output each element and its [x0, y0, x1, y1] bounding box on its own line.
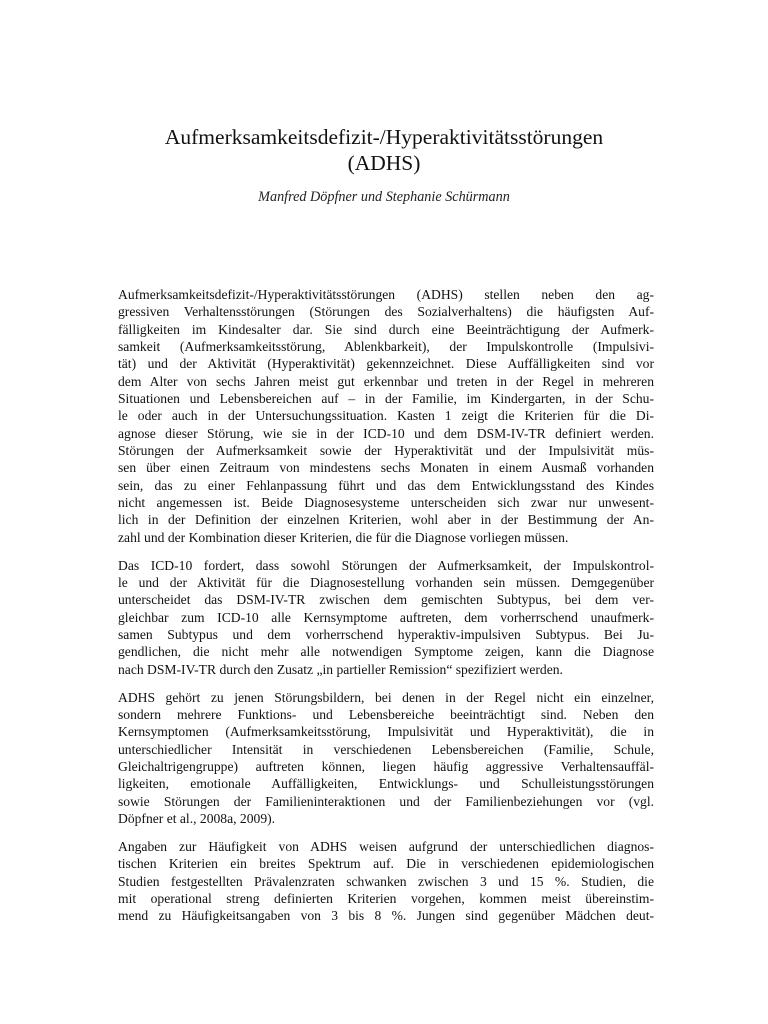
text-line: sen über einen Zeitraum von mindestens sechs Monaten in einem Ausmaß vorhanden [118, 460, 654, 476]
text-line: zahl und der Kombination dieser Kriterien, die für die Diagnose vorliegen müssen. [118, 529, 569, 545]
text-line: ligkeiten, emotionale Auffälligkeiten, Entwicklungs- und Schulleistungsstörungen [118, 776, 654, 792]
text-line: nicht angemessen ist. Beide Diagnosesysteme unterscheiden sich zwar nur unwesent- [118, 495, 654, 511]
text-line: mit operational streng definierten Kriterien vorgehen, kommen meist übereinstim- [118, 891, 654, 907]
document-body [118, 286, 654, 935]
text-line: nach DSM-IV-TR durch den Zusatz „in partieller Remission“ spezifiziert werden. [118, 661, 563, 677]
text-line: Kernsymptomen (Aufmerksamkeitsstörung, Impulsivität und Hyperaktivität), die in [118, 724, 654, 740]
body-paragraph [118, 838, 654, 925]
text-line: sondern mehrere Funktions- und Lebensbereiche beeinträchtigt sind. Neben den [118, 707, 654, 723]
text-line: Angaben zur Häufigkeit von ADHS weisen aufgrund der unterschiedlichen diagnos- [118, 839, 654, 855]
text-line: dem Alter von sechs Jahren meist gut erkennbar und treten in der Regel in mehreren [118, 373, 654, 389]
text-line: ADHS gehört zu jenen Störungsbildern, bei denen in der Regel nicht ein einzelner, [118, 689, 654, 705]
text-line: Döpfner et al., 2008a, 2009). [118, 811, 276, 827]
text-line: Aufmerksamkeitsdefizit-/Hyperaktivitätsstörungen (ADHS) stellen neben den ag- [118, 287, 654, 302]
title-line-2: (ADHS) [347, 151, 421, 175]
text-line: fälligkeiten im Kindesalter dar. Sie sind durch eine Beeinträchtigung der Aufmerk- [118, 321, 654, 337]
text-line: le oder auch in der Untersuchungssituation. Kasten 1 zeigt die Kriterien für die Di- [118, 408, 654, 424]
text-line: lich in der Definition der einzelnen Kriterien, wohl aber in der Bestimmung der An- [118, 512, 654, 528]
document-authors: Manfred Döpfner und Stephanie Schürmann [258, 189, 510, 205]
text-line: samkeit (Aufmerksamkeitsstörung, Ablenkbarkeit), der Impulskontrolle (Impulsivi- [118, 339, 654, 355]
text-line: sowie Störungen der Familieninteraktionen und der Familienbeziehungen vor (vgl. [118, 793, 654, 809]
text-line: gendlichen, die nicht mehr alle notwendigen Symptome zeigen, kann die Diagnose [118, 644, 654, 660]
text-line: tät) und der Aktivität (Hyperaktivität) gekennzeichnet. Diese Auffälligkeiten sind vor [118, 356, 654, 372]
title-line-1: Aufmerksamkeitsdefizit-/Hyperaktivitätsstörungen [164, 125, 604, 149]
text-line: sein, das zu einer Fehlanpassung führt und das dem Entwicklungsstand des Kindes [118, 477, 654, 493]
body-paragraph [118, 286, 654, 546]
text-line: unterschiedlicher Intensität in verschiedenen Lebensbereichen (Familie, Schule, [118, 741, 654, 757]
text-line: Störungen der Aufmerksamkeit sowie der Hyperaktivität und der Impulsivität müs- [118, 443, 654, 459]
document-title [100, 124, 668, 176]
body-paragraph [118, 557, 654, 678]
text-line: le und der Aktivität für die Diagnosestellung vorhanden sein müssen. Demgegenüber [118, 575, 654, 591]
text-line: gressiven Verhaltensstörungen (Störungen des Sozialverhaltens) die häufigsten Auf- [118, 304, 654, 320]
text-line: Gleichaltrigengruppe) auftreten können, liegen häufig aggressive Verhaltensauffäl- [118, 759, 654, 775]
text-line: samen Subtypus und dem vorherrschend hyperaktiv-impulsiven Subtypus. Bei Ju- [118, 627, 654, 643]
text-line: mend zu Häufigkeitsangaben von 3 bis 8 %. Jungen sind gegenüber Mädchen deut- [118, 908, 654, 924]
text-line: agnose dieser Störung, wie sie in der ICD-10 und dem DSM-IV-TR definiert werden. [118, 425, 654, 441]
text-line: Studien festgestellten Prävalenzraten schwanken zwischen 3 und 15 %. Studien, die [118, 873, 654, 889]
text-line: unterscheidet das DSM-IV-TR zwischen dem gemischten Subtypus, bei dem ver- [118, 592, 654, 608]
text-line: Situationen und Lebensbereichen auf – in der Familie, im Kindergarten, in der Schu- [118, 391, 654, 407]
text-line: gleichbar zum ICD-10 alle Kernsymptome auftreten, dem vorherrschend unaufmerk- [118, 609, 654, 625]
body-paragraph [118, 689, 654, 828]
text-line: Das ICD-10 fordert, dass sowohl Störungen der Aufmerksamkeit, der Impulskontrol- [118, 557, 654, 573]
text-line: tischen Kriterien ein breites Spektrum auf. Die in verschiedenen epidemiologischen [118, 856, 654, 872]
